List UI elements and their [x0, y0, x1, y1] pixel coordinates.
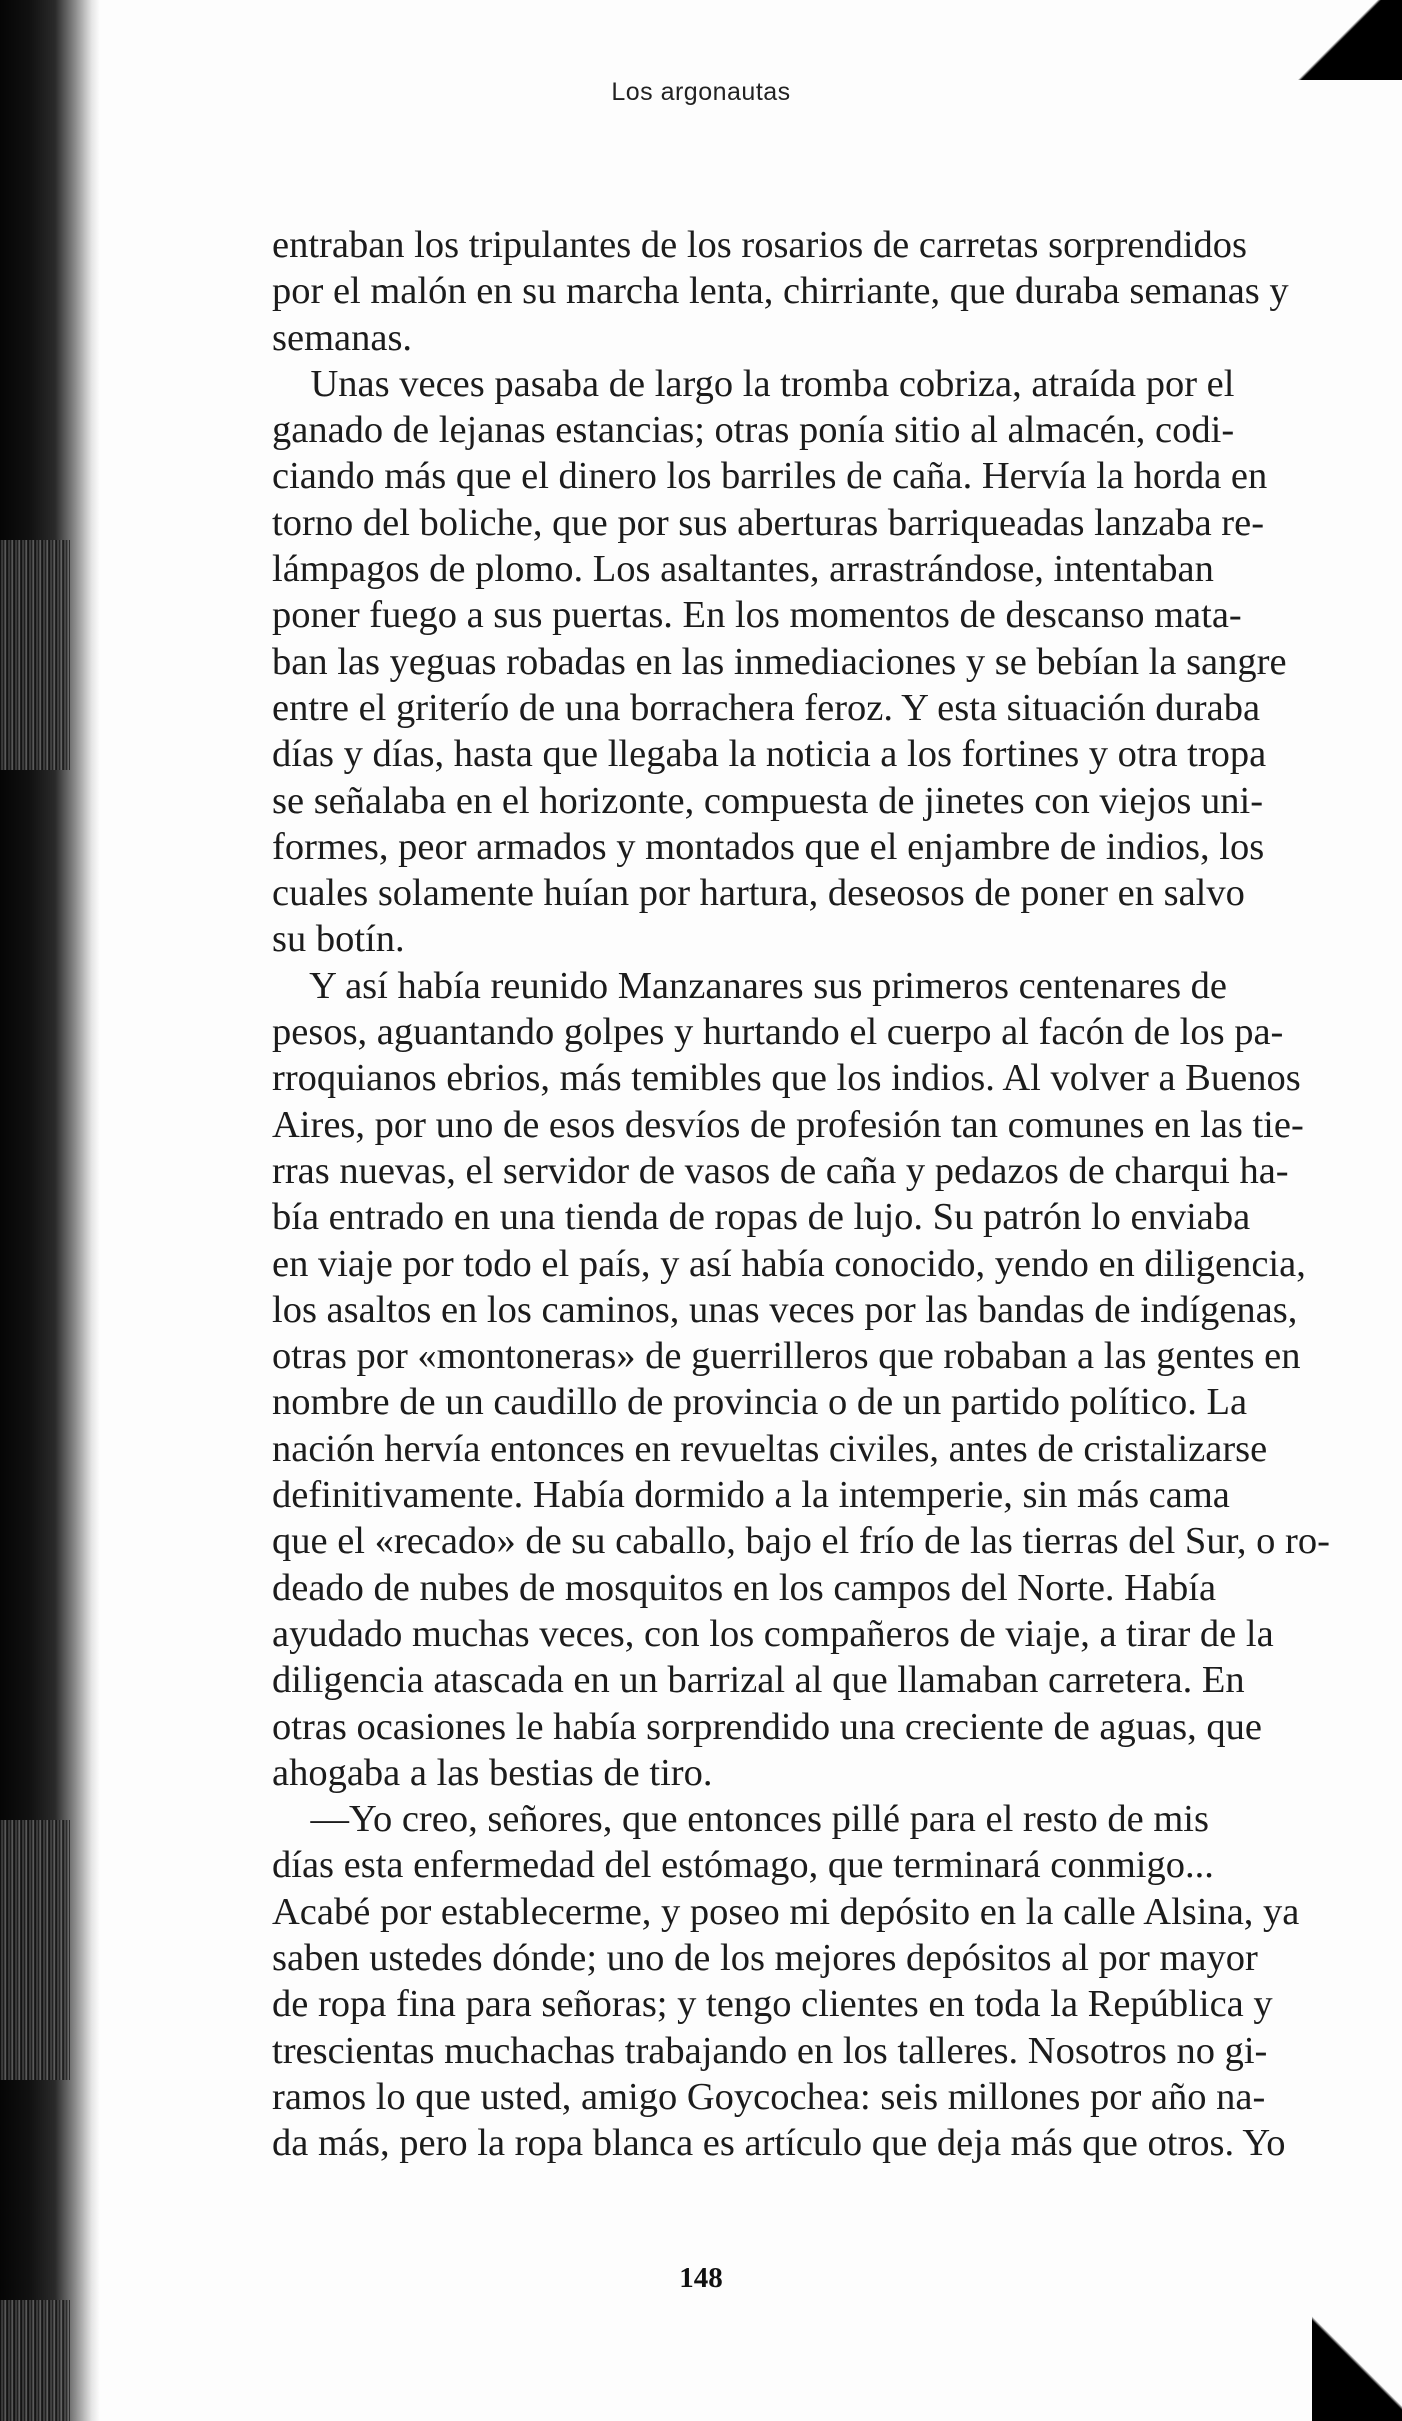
- text-line: ahogaba a las bestias de tiro.: [272, 1751, 713, 1794]
- page-corner-fold: [1292, 0, 1402, 80]
- text-line: nación hervía entonces en revueltas civiles, antes de cristalizarse: [272, 1427, 1268, 1470]
- text-line: por el malón en su marcha lenta, chirriante, que duraba semanas y: [272, 270, 1289, 313]
- text-line: semanas.: [272, 316, 413, 359]
- text-line: entre el griterío de una borrachera feroz. Y esta situación duraba: [272, 686, 1261, 729]
- text-line: poner fuego a sus puertas. En los momentos de descanso mata-: [272, 594, 1242, 637]
- page-corner-fold: [1312, 2301, 1402, 2421]
- text-line: torno del boliche, que por sus aberturas barriqueadas lanzaba re-: [272, 501, 1265, 544]
- body-text: [272, 222, 1352, 2166]
- text-line: definitivamente. Había dormido a la intemperie, sin más cama: [272, 1474, 1230, 1517]
- text-line: otras por «montoneras» de guerrilleros que robaban a las gentes en: [272, 1335, 1301, 1378]
- text-line: los asaltos en los caminos, unas veces por las bandas de indígenas,: [272, 1288, 1298, 1331]
- scan-streak: [0, 2300, 70, 2421]
- text-line: ayudado muchas veces, con los compañeros de viaje, a tirar de la: [272, 1612, 1274, 1655]
- text-line: otras ocasiones le había sorprendido una creciente de aguas, que: [272, 1705, 1262, 1748]
- text-line: que el «recado» de su caballo, bajo el frío de las tierras del Sur, o ro-: [272, 1520, 1330, 1563]
- scan-streak: [0, 540, 70, 770]
- text-line: formes, peor armados y montados que el enjambre de indios, los: [272, 825, 1265, 868]
- text-line: Y así había reunido Manzanares sus primeros centenares de: [272, 964, 1228, 1007]
- text-line: entraban los tripulantes de los rosarios de carretas sorprendidos: [272, 224, 1248, 266]
- text-line: ciando más que el dinero los barriles de caña. Hervía la horda en: [272, 455, 1268, 498]
- running-head: Los argonautas: [611, 78, 791, 106]
- text-line: bía entrado en una tienda de ropas de lujo. Su patrón lo enviaba: [272, 1196, 1251, 1239]
- text-line: rras nuevas, el servidor de vasos de caña y pedazos de charqui ha-: [272, 1149, 1289, 1192]
- text-line: trescientas muchachas trabajando en los talleres. Nosotros no gi-: [272, 2029, 1268, 2072]
- text-line: lámpagos de plomo. Los asaltantes, arrastrándose, intentaban: [272, 548, 1214, 591]
- text-line: ban las yeguas robadas en las inmediaciones y se bebían la sangre: [272, 640, 1287, 683]
- text-line: Acabé por establecerme, y poseo mi depósito en la calle Alsina, ya: [272, 1890, 1300, 1933]
- text-line: en viaje por todo el país, y así había conocido, yendo en diligencia,: [272, 1242, 1306, 1285]
- text-line: Unas veces pasaba de largo la tromba cobriza, atraída por el: [272, 362, 1235, 405]
- text-line: de ropa fina para señoras; y tengo clientes en toda la República y: [272, 1983, 1273, 2026]
- text-line: da más, pero la ropa blanca es artículo que deja más que otros. Yo: [272, 2122, 1286, 2165]
- text-line: Aires, por uno de esos desvíos de profesión tan comunes en las tie-: [272, 1103, 1304, 1146]
- text-line: cuales solamente huían por hartura, deseosos de poner en salvo: [272, 872, 1245, 915]
- text-line: deado de nubes de mosquitos en los campos del Norte. Había: [272, 1566, 1217, 1609]
- text-line: rroquianos ebrios, más temibles que los indios. Al volver a Buenos: [272, 1057, 1301, 1100]
- text-line: pesos, aguantando golpes y hurtando el cuerpo al facón de los pa-: [272, 1011, 1284, 1054]
- page-number: 148: [679, 2262, 723, 2294]
- text-line: se señalaba en el horizonte, compuesta de jinetes con viejos uni-: [272, 779, 1264, 822]
- scan-streak: [0, 1820, 70, 2080]
- text-line: ganado de lejanas estancias; otras ponía sitio al almacén, codi-: [272, 409, 1235, 452]
- text-line: —Yo creo, señores, que entonces pillé para el resto de mis: [272, 1798, 1209, 1841]
- text-line: diligencia atascada en un barrizal al que llamaban carretera. En: [272, 1659, 1245, 1702]
- text-line: nombre de un caudillo de provincia o de un partido político. La: [272, 1381, 1248, 1424]
- text-line: ramos lo que usted, amigo Goycochea: seis millones por año na-: [272, 2075, 1266, 2118]
- text-line: su botín.: [272, 918, 405, 961]
- text-line: días y días, hasta que llegaba la noticia a los fortines y otra tropa: [272, 733, 1267, 776]
- text-line: días esta enfermedad del estómago, que terminará conmigo...: [272, 1844, 1214, 1887]
- text-line: saben ustedes dónde; uno de los mejores depósitos al por mayor: [272, 1936, 1258, 1979]
